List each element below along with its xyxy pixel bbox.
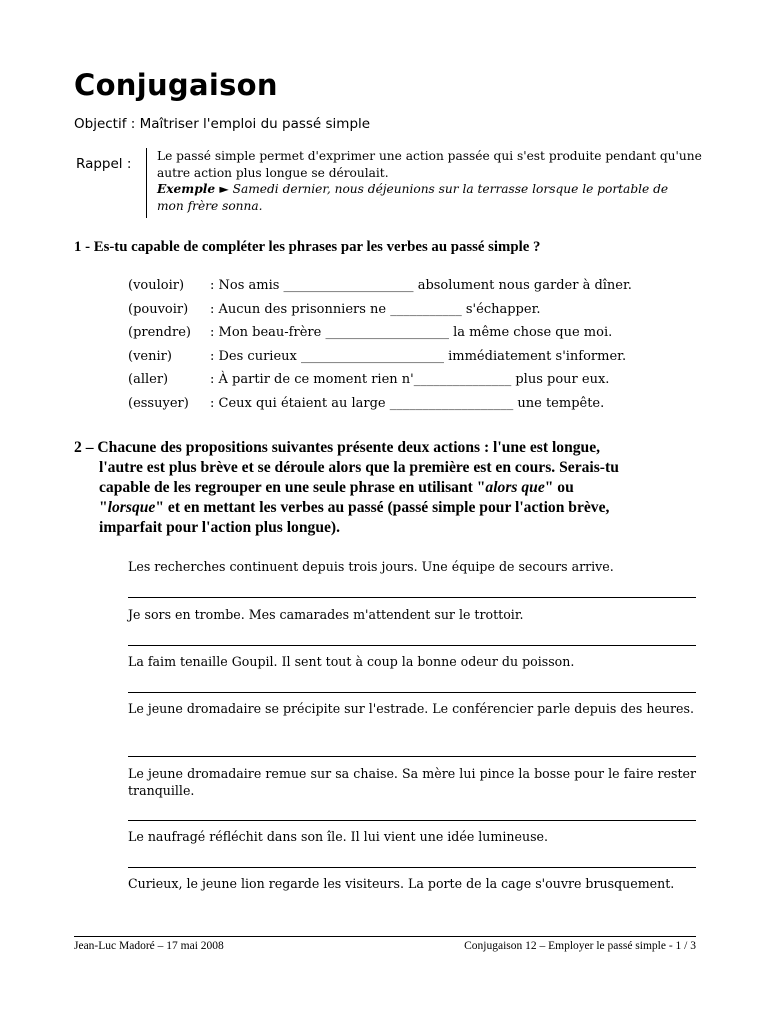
- answer-line[interactable]: [128, 867, 696, 868]
- question-2-text: capable de les regrouper en une seule phrase en utilisant ": [99, 479, 486, 496]
- verb-sentence: : Ceux qui étaient au large ___________________ une tempête.: [210, 395, 605, 411]
- verb-sentence: : Aucun des prisonniers ne ___________ s'échapper.: [210, 301, 541, 317]
- question-2-heading: [74, 438, 704, 538]
- answer-line[interactable]: [128, 756, 696, 757]
- objective-line: Objectif : Maîtriser l'emploi du passé simple: [74, 116, 371, 132]
- exercise-sentence: La faim tenaille Goupil. Il sent tout à coup la bonne odeur du poisson.: [128, 654, 575, 669]
- exercise-sentence: Le naufragé réfléchit dans son île. Il lui vient une idée lumineuse.: [128, 829, 548, 844]
- verb-row: [128, 349, 688, 367]
- verb-infinitive: (pouvoir): [128, 301, 189, 317]
- verb-infinitive: (essuyer): [128, 395, 189, 411]
- question-2-line: [74, 478, 704, 498]
- example-label: Exemple ►: [157, 182, 229, 196]
- verb-sentence: : Nos amis ____________________ absolument nous garder à dîner.: [210, 278, 632, 293]
- question-1-heading: 1 - Es-tu capable de compléter les phrases par les verbes au passé simple ?: [74, 239, 541, 255]
- verb-infinitive: (vouloir): [128, 278, 185, 293]
- rappel-line: Le passé simple permet d'exprimer une action passée qui s'est produite pendant qu'une: [157, 149, 702, 163]
- answer-line[interactable]: [128, 597, 696, 598]
- verb-row: [128, 325, 688, 343]
- verb-row: [128, 302, 688, 320]
- verb-infinitive: (aller): [128, 372, 169, 387]
- question-2-text: – Chacune des propositions suivantes présente deux actions : l'une est longue,: [81, 439, 601, 456]
- footer-divider: [74, 936, 696, 937]
- verb-sentence: : Des curieux ______________________ immédiatement s'informer.: [210, 348, 627, 364]
- verb-sentence: : Mon beau-frère ___________________ la même chose que moi.: [210, 325, 613, 340]
- question-2-text: " ou: [544, 479, 574, 496]
- answer-line[interactable]: [128, 645, 696, 646]
- example-text: Samedi dernier, nous déjeunions sur la terrasse lorsque le portable de: [232, 182, 669, 196]
- question-number: 2: [74, 439, 82, 456]
- verb-row: [128, 278, 688, 296]
- verb-sentence: : À partir de ce moment rien n'_______________ plus pour eux.: [210, 372, 610, 387]
- exercise-sentence: Curieux, le jeune lion regarde les visiteurs. La porte de la cage s'ouvre brusquement.: [128, 876, 675, 891]
- rappel-label: Rappel :: [76, 156, 132, 172]
- exercise-sentence: Le jeune dromadaire se précipite sur l'estrade. Le conférencier parle depuis des heures.: [128, 701, 694, 716]
- question-2-line: [74, 438, 704, 458]
- page-title: Conjugaison: [74, 68, 278, 102]
- answer-line[interactable]: [128, 820, 696, 821]
- question-2-text: l'autre est plus brève et se déroule alors que la première est en cours.: [99, 459, 560, 476]
- verb-infinitive: (venir): [128, 348, 172, 364]
- exercise-sentence: Je sors en trombe. Mes camarades m'attendent sur le trottoir.: [128, 607, 524, 622]
- question-2-keyword: alors que: [485, 479, 545, 496]
- verb-row: [128, 396, 688, 414]
- verb-infinitive: (prendre): [128, 325, 191, 340]
- answer-line[interactable]: [128, 692, 696, 693]
- question-2-keyword: lorsque: [107, 499, 156, 516]
- question-2-text: ": [99, 499, 108, 516]
- verb-row: [128, 372, 688, 390]
- footer-author: Jean-Luc Madoré – 17 mai 2008: [74, 940, 224, 952]
- question-2-text: Serais-tu: [559, 459, 619, 476]
- question-2-text: " et en mettant les verbes au passé (passé simple pour l'action brève,: [155, 499, 610, 516]
- rappel-example: [157, 181, 712, 198]
- rappel-box: [146, 148, 712, 218]
- footer-page-info: Conjugaison 12 – Employer le passé simple - 1 / 3: [464, 940, 696, 952]
- question-2-line: [74, 498, 704, 518]
- rappel-line: autre action plus longue se déroulait.: [157, 165, 389, 180]
- question-2-line: imparfait pour l'action plus longue).: [99, 519, 341, 536]
- question-2-line: [74, 458, 704, 478]
- exercise-sentence: Le jeune dromadaire remue sur sa chaise. Sa mère lui pince la bosse pour le faire rester tranquille.: [128, 766, 696, 798]
- exercise-sentence: Les recherches continuent depuis trois jours. Une équipe de secours arrive.: [128, 559, 614, 574]
- rappel-example-cont: mon frère sonna.: [157, 198, 263, 213]
